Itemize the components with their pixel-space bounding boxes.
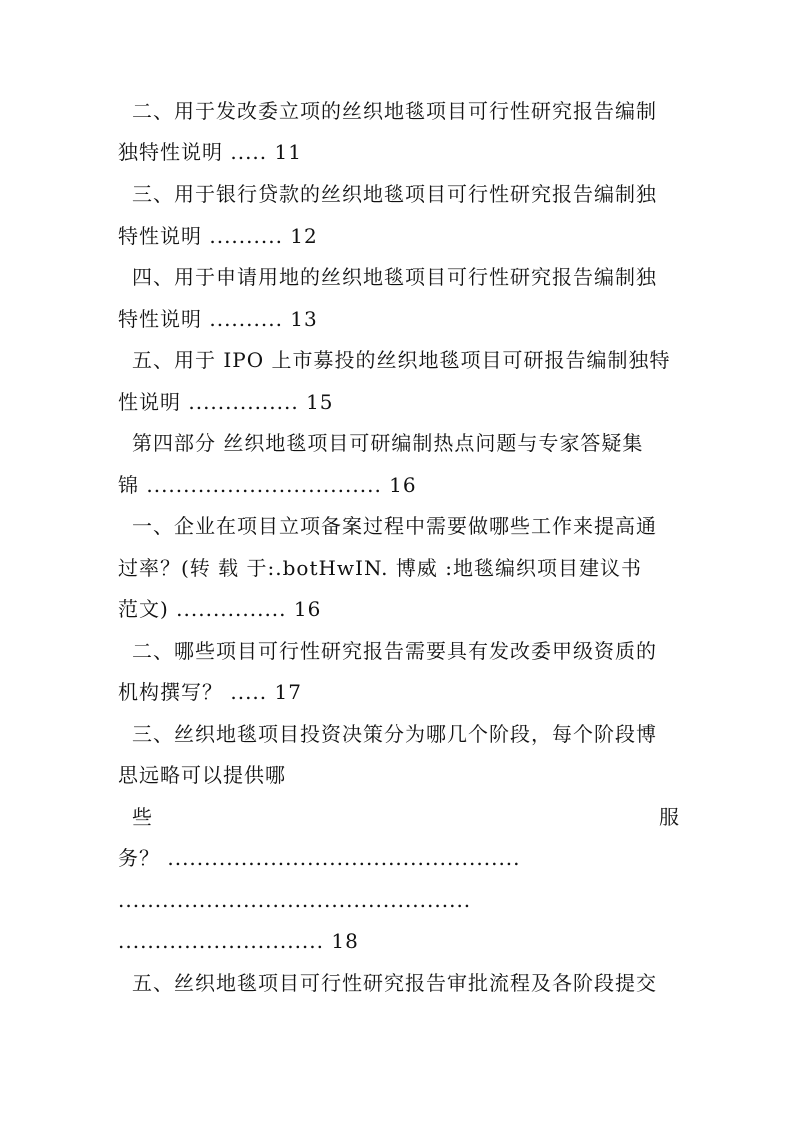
toc-entry: 思远略可以提供哪 <box>118 763 286 787</box>
toc-entry: 一、企业在项目立项备案过程中需要做哪些工作来提高通 <box>132 514 657 538</box>
toc-leader-dots: ................................................ <box>118 888 472 912</box>
toc-entry: 特性说明 .......... 13 <box>118 307 318 331</box>
toc-entry: 四、用于申请用地的丝织地毯项目可行性研究报告编制独 <box>132 265 657 289</box>
toc-entry-right-word: 服 <box>659 805 680 829</box>
toc-entry: 务？ ................................................ <box>118 846 521 870</box>
toc-entry: 五、用于 IPO 上市募投的丝织地毯项目可研报告编制独特 <box>132 348 671 372</box>
toc-entry-justified <box>132 802 680 832</box>
toc-entry: 独特性说明 ..... 11 <box>118 140 302 164</box>
toc-entry: ............................ 18 <box>118 929 359 953</box>
toc-entry: 五、丝织地毯项目可行性研究报告审批流程及各阶段提交 <box>132 971 657 995</box>
toc-entry: 锦 ................................ 16 <box>118 473 417 497</box>
toc-entry: 过率？(转 载 于:.botHwIN. 博威 :地毯编织项目建议书 <box>118 556 642 580</box>
toc-entry: 特性说明 .......... 12 <box>118 224 318 248</box>
toc-entry: 二、哪些项目可行性研究报告需要具有发改委甲级资质的 <box>132 639 657 663</box>
toc-section-heading: 第四部分 丝织地毯项目可研编制热点问题与专家答疑集 <box>132 431 644 455</box>
toc-entry-left-word: 些 <box>132 805 153 829</box>
toc-entry: 二、用于发改委立项的丝织地毯项目可行性研究报告编制 <box>132 99 657 123</box>
toc-entry: 机构撰写？ ..... 17 <box>118 680 302 704</box>
toc-entry: 三、丝织地毯项目投资决策分为哪几个阶段，每个阶段博 <box>132 722 657 746</box>
toc-entry: 三、用于银行贷款的丝织地毯项目可行性研究报告编制独 <box>132 182 657 206</box>
toc-entry: 范文) ............... 16 <box>118 597 322 621</box>
toc-entry: 性说明 ............... 15 <box>118 390 334 414</box>
